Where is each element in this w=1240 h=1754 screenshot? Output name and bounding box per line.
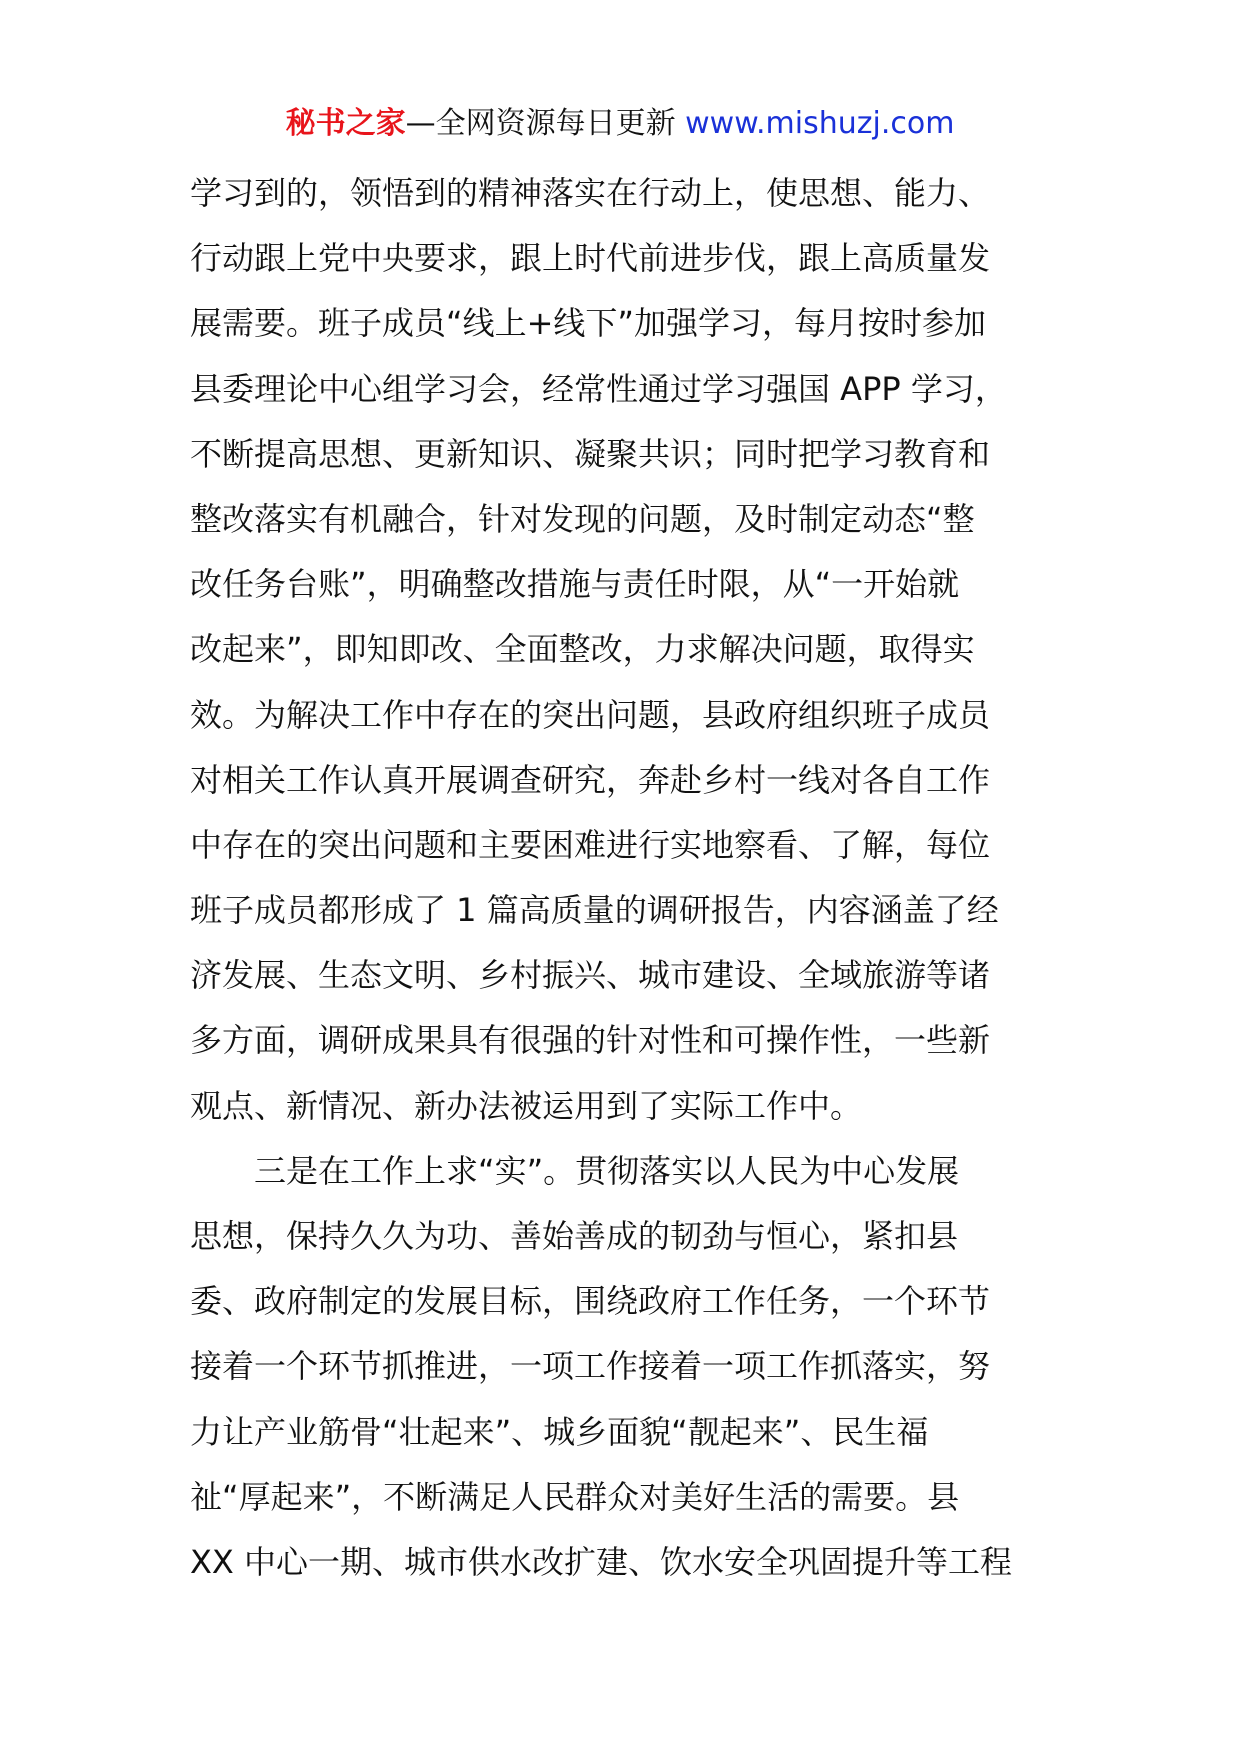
text-line: 改任务台账”，明确整改措施与责任时限，从“一开始就: [190, 565, 960, 604]
text-line: 多方面，调研成果具有很强的针对性和可操作性，一些新: [190, 1021, 991, 1060]
text-line: 对相关工作认真开展调查研究，奔赴乡村一线对各自工作: [190, 760, 991, 799]
text-line: 思想，保持久久为功、善始善成的韧劲与恒心，紧扣县: [190, 1217, 959, 1255]
text-line: 祉“厚起来”，不断满足人民群众对美好生活的需要。县: [190, 1477, 960, 1516]
site-header: [0, 104, 1240, 144]
text-line: 三是在工作上求“实”。贯彻落实以人民为中心发展: [254, 1151, 960, 1190]
text-line: 县委理论中心组学习会，经常性通过学习强国 APP 学习，: [190, 369, 1007, 408]
header-tagline: —全网资源每日更新: [405, 106, 676, 141]
text-line: 班子成员都形成了 1 篇高质量的调研报告，内容涵盖了经: [190, 891, 999, 930]
text-line: 整改落实有机融合，针对发现的问题，及时制定动态“整: [190, 499, 975, 538]
text-line: 展需要。班子成员“线上+线下”加强学习，每月按时参加: [190, 304, 986, 343]
text-line: 改起来”，即知即改、全面整改，力求解决问题，取得实: [190, 630, 975, 669]
text-line: 接着一个环节抓推进，一项工作接着一项工作抓落实，努: [190, 1347, 991, 1386]
text-line: 力让产业筋骨“壮起来”、城乡面貌“靓起来”、民生福: [190, 1412, 929, 1451]
text-line: 不断提高思想、更新知识、凝聚共识；同时把学习教育和: [190, 434, 991, 473]
text-line: 效。为解决工作中存在的突出问题，县政府组织班子成员: [190, 695, 991, 734]
paragraph: [190, 161, 1060, 1139]
text-line: 观点、新情况、新办法被运用到了实际工作中。: [190, 1086, 863, 1125]
text-line: XX 中心一期、城市供水改扩建、饮水安全巩固提升等工程: [190, 1542, 1013, 1581]
paragraph: [190, 1139, 1060, 1595]
brand-name: 秘书之家: [285, 106, 406, 141]
text-line: 行动跟上党中央要求，跟上时代前进步伐，跟上高质量发: [190, 239, 991, 278]
site-url[interactable]: www.mishuzj.com: [685, 106, 955, 141]
text-line: 济发展、生态文明、乡村振兴、城市建设、全域旅游等诸: [190, 956, 991, 995]
text-line: 学习到的，领悟到的精神落实在行动上，使思想、能力、: [190, 174, 991, 212]
document-body: [190, 161, 1060, 1595]
text-line: 委、政府制定的发展目标，围绕政府工作任务，一个环节: [190, 1282, 991, 1321]
text-line: 中存在的突出问题和主要困难进行实地察看、了解，每位: [190, 825, 991, 864]
